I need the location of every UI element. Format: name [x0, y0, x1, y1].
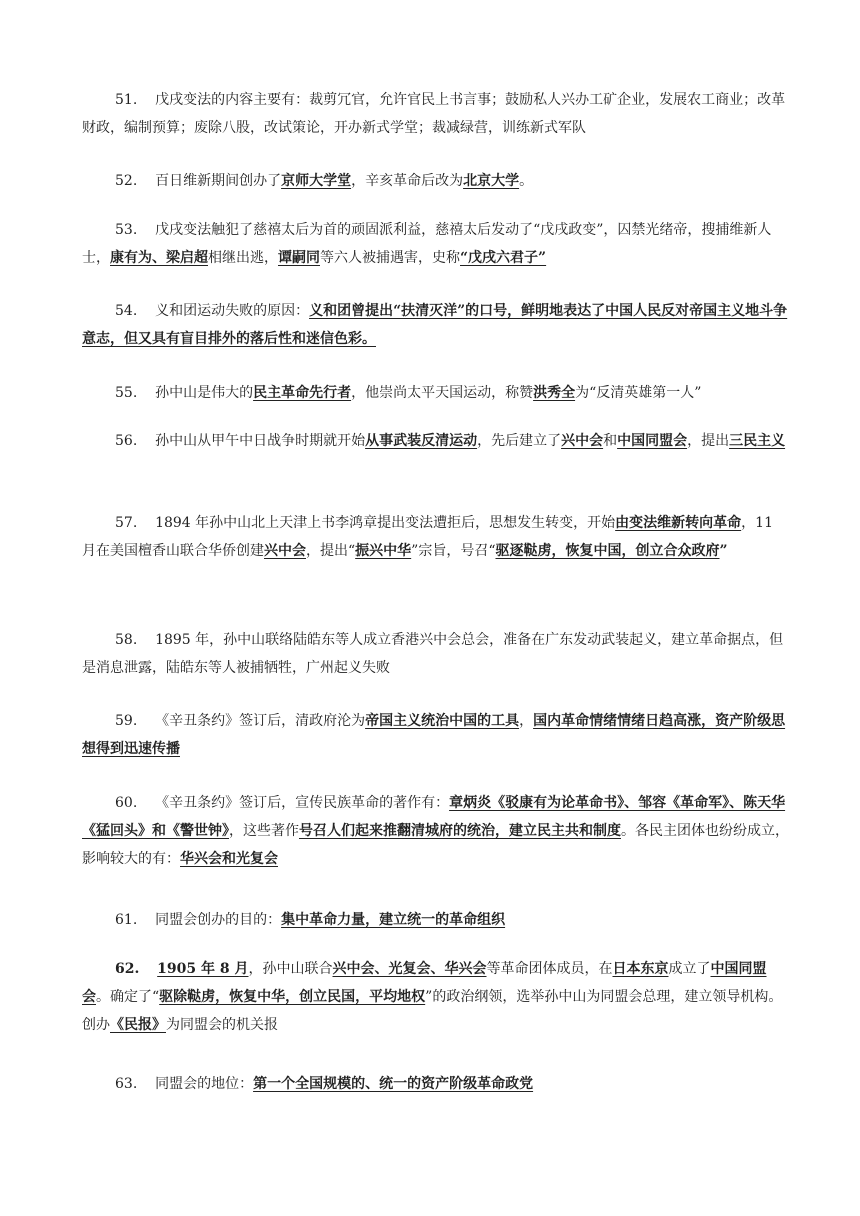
text-segment: ，: [519, 713, 534, 729]
text-segment: ”的政治纲领，选举孙中山为同盟会总理，建立领导机构。创办: [82, 989, 783, 1033]
text-segment: 等六人被捕遇害，史称: [320, 250, 460, 266]
underlined-key-phrase: 集中革命力量，建立统一的革命组织: [281, 912, 506, 928]
text-segment: 和: [603, 433, 618, 449]
underlined-key-phrase: “戊戌六君子”: [460, 250, 547, 266]
text-segment: 成立了: [668, 961, 711, 977]
item-number: 60.: [115, 795, 138, 811]
item-57: [82, 509, 790, 565]
underlined-key-phrase: 号召人们起来推翻清城府的统治，建立民主共和制度: [299, 823, 621, 839]
text-segment: 为同盟会的机关报: [166, 1017, 278, 1033]
underlined-key-phrase: 日本东京: [612, 961, 669, 977]
underlined-key-phrase: 民主革命先行者: [253, 385, 352, 401]
text-segment: 孙中山是伟大的: [155, 385, 254, 401]
text-segment: 等革命团体成员，在: [486, 961, 613, 977]
text-segment: 义和团运动失败的原因：: [155, 303, 310, 319]
underlined-key-phrase: 从事武装反清运动: [365, 433, 478, 449]
underlined-key-phrase: 章炳炎《驳康有为论革命书》、邹容《革命军》、陈天华《猛回头》和《警世钟》: [82, 795, 786, 839]
text-segment: ，这些著作: [229, 823, 299, 839]
text-segment: ，他崇尚太平天国运动，称赞: [351, 385, 534, 401]
text-segment: ，辛亥革命后改为: [351, 173, 464, 189]
text-segment: 同盟会的地位：: [155, 1076, 254, 1092]
underlined-key-phrase: 洪秀全: [533, 385, 576, 401]
underlined-key-phrase: 康有为、梁启超: [110, 250, 208, 266]
text-segment: 相继出逃，: [208, 250, 278, 266]
underlined-key-phrase: 第一个全国规模的、统一的资产阶级革命政党: [253, 1076, 534, 1092]
item-55: [82, 379, 790, 407]
text-segment: 1895 年，孙中山联络陆皓东等人成立香港兴中会总会，准备在广东发动武装起义，建立革命据点，但是消息泄露，陆皓东等人被捕牺牲，广州起义失败: [82, 632, 784, 676]
text-segment: ”宗旨，号召“: [411, 543, 496, 559]
underlined-key-phrase: 三民主义: [729, 433, 786, 449]
text-segment: 百日维新期间创办了: [155, 173, 282, 189]
item-number: 56.: [115, 433, 138, 449]
text-segment: 。: [519, 173, 534, 189]
text-segment: 孙中山从甲午中日战争时期就开始: [155, 433, 366, 449]
text-segment: 。各民主团体也纷纷成立，影响较大的有：: [82, 823, 789, 867]
text-segment: ，提出: [687, 433, 730, 449]
text-segment: 同盟会创办的目的：: [155, 912, 282, 928]
text-segment: ”: [719, 543, 728, 559]
item-54: [82, 297, 790, 353]
item-number: 62.: [115, 961, 140, 977]
underlined-key-phrase: 京师大学堂: [281, 173, 352, 189]
underlined-key-phrase: 1905 年 8 月: [157, 961, 249, 977]
item-60: [82, 789, 790, 873]
item-number: 58.: [115, 632, 138, 648]
text-segment: 戊戌变法触犯了慈禧太后为首的顽固派利益，慈禧太后发动了“戊戌政变”，囚禁光绪帝，搜捕维新人士，: [82, 222, 772, 266]
text-segment: 《辛丑条约》签订后，宣传民族革命的著作有：: [155, 795, 450, 811]
text-segment: 。确定了“: [96, 989, 160, 1005]
text-segment: ，先后建立了: [477, 433, 562, 449]
text-segment: ，孙中山联合: [248, 961, 333, 977]
underlined-key-phrase: 驱逐鞑虏，恢复中国，创立合众政府: [495, 543, 720, 559]
item-number: 61.: [115, 912, 138, 928]
item-53: [82, 216, 790, 272]
item-61: [82, 906, 790, 934]
underlined-key-phrase: 义和团曾提出“扶清灭洋”的口号，鲜明地表达了中国人民反对帝国主义地斗争意志，但又具有盲目排外的落后性和迷信色彩。: [82, 303, 788, 347]
underlined-key-phrase: 兴中会: [561, 433, 604, 449]
item-number: 55.: [115, 385, 138, 401]
item-62: [82, 955, 790, 1039]
item-number: 59.: [115, 713, 138, 729]
text-segment: ，提出“: [306, 543, 356, 559]
item-63: [82, 1070, 790, 1098]
underlined-key-phrase: 帝国主义统治中国的工具: [365, 713, 520, 729]
underlined-key-phrase: 谭嗣同: [278, 250, 320, 266]
item-52: [82, 167, 790, 195]
underlined-key-phrase: 振兴中华: [355, 543, 412, 559]
underlined-key-phrase: 中国同盟会: [617, 433, 688, 449]
item-number: 52.: [115, 173, 138, 189]
underlined-key-phrase: 《民报》: [110, 1017, 166, 1033]
item-number: 57.: [115, 515, 138, 531]
item-51: [82, 86, 790, 142]
text-segment: 戊戌变法的内容主要有：裁剪冗官，允许官民上书言事；鼓励私人兴办工矿企业，发展农工商业；改革财政，编制预算；废除八股，改试策论，开办新式学堂；裁减绿营，训练新式军队: [82, 92, 786, 136]
text-segment: 1894 年孙中山北上天津上书李鸿章提出变法遭拒后，思想发生转变，开始: [155, 515, 616, 531]
text-segment: ，11 月在美国檀香山联合华侨创建: [82, 515, 773, 559]
underlined-key-phrase: 北京大学: [463, 173, 520, 189]
underlined-key-phrase: 中国同盟会: [82, 961, 767, 1005]
item-number: 53.: [115, 222, 138, 238]
underlined-key-phrase: 兴中会: [264, 543, 306, 559]
item-number: 51.: [115, 92, 138, 108]
underlined-key-phrase: 由变法维新转向革命: [615, 515, 742, 531]
underlined-key-phrase: 华兴会和光复会: [180, 851, 278, 867]
underlined-key-phrase: 兴中会、光复会、华兴会: [332, 961, 487, 977]
item-59: [82, 707, 790, 763]
underlined-key-phrase: 驱除鞑虏，恢复中华，创立民国，平均地权: [159, 989, 426, 1005]
item-number: 63.: [115, 1076, 138, 1092]
item-58: [82, 626, 790, 682]
item-number: 54.: [115, 303, 138, 319]
underlined-key-phrase: 国内革命情绪情绪日趋高涨，资产阶级思想得到迅速传播: [82, 713, 786, 757]
text-segment: 《辛丑条约》签订后，清政府沦为: [155, 713, 366, 729]
item-56: [82, 427, 790, 455]
text-segment: 为“反清英雄第一人”: [575, 385, 702, 401]
